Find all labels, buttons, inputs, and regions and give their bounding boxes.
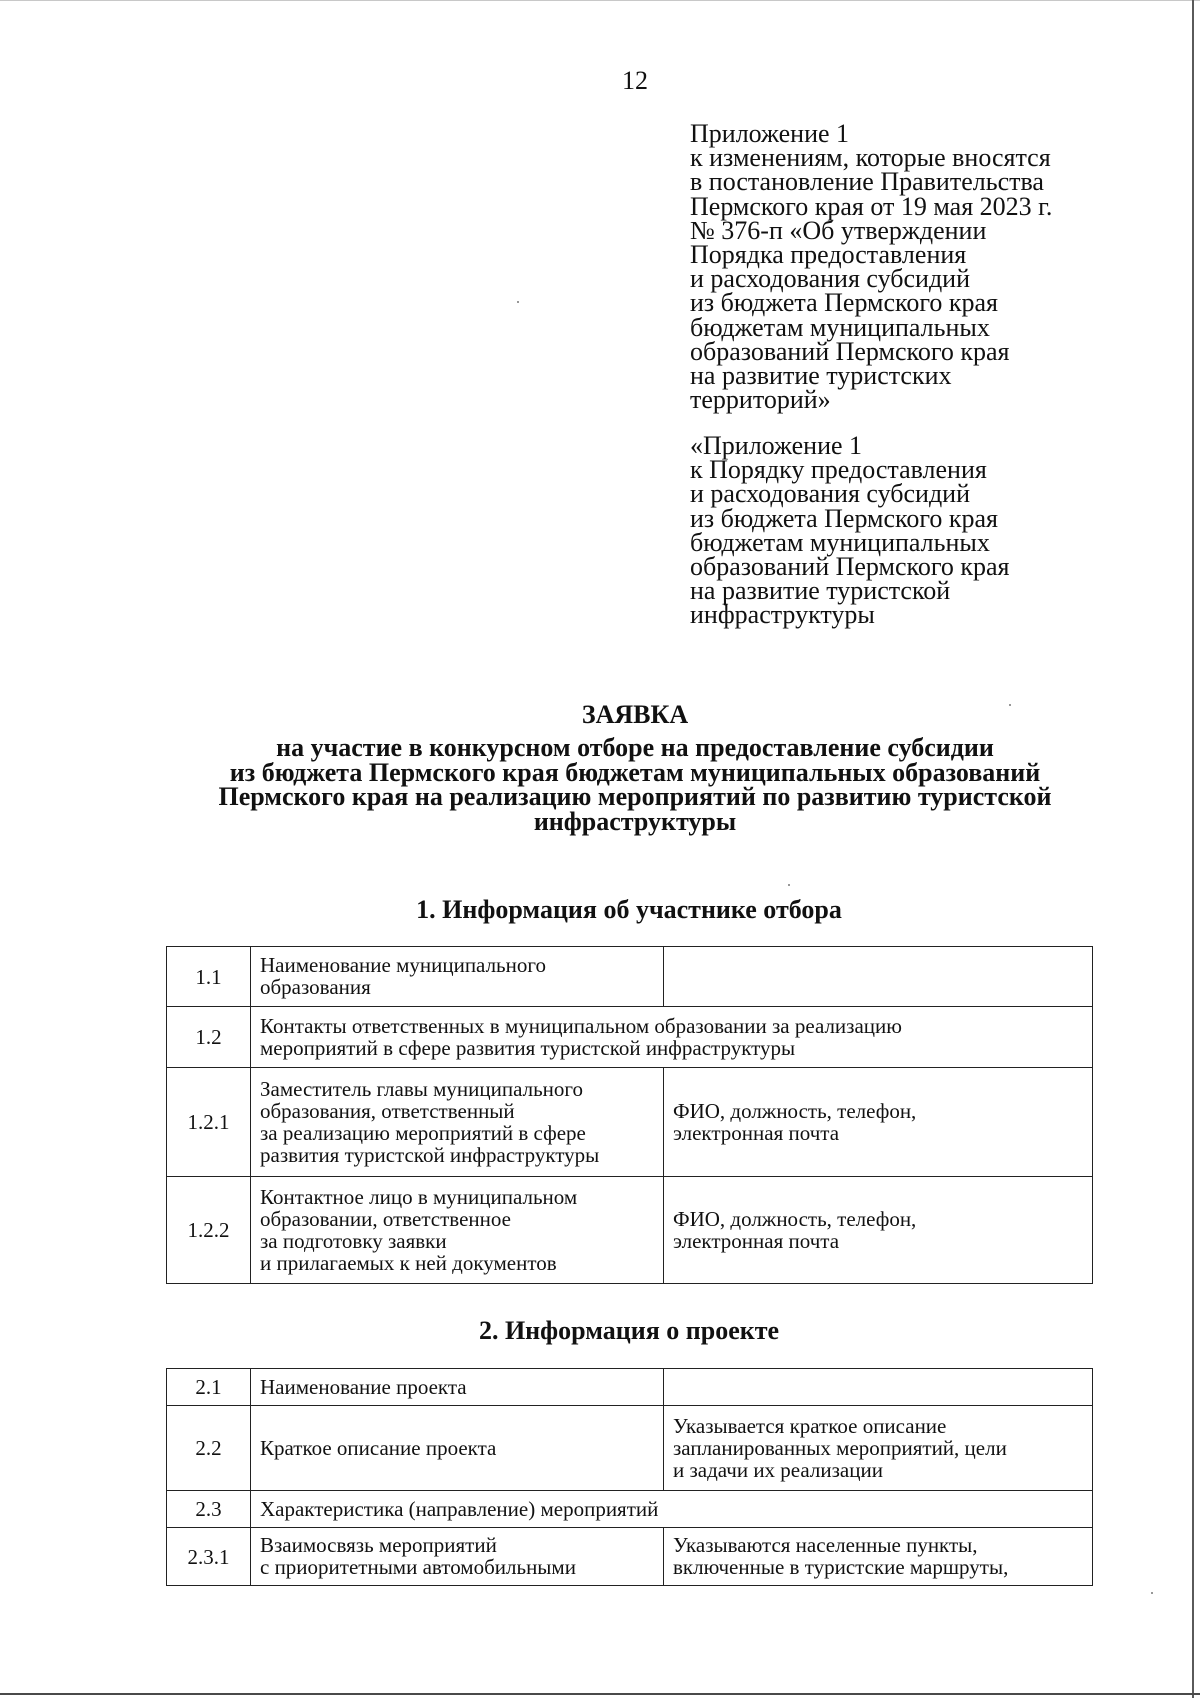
page-number: 12 xyxy=(622,66,648,95)
scan-speck xyxy=(788,884,790,886)
document-subtitle: на участие в конкурсном отборе на предоставление субсидии из бюджета Пермского края бюджетам муниципальных образований Пермского края на реализацию мероприятий по развитию туристской инфраструктуры xyxy=(218,733,1052,836)
participant-info-table xyxy=(166,946,1093,1284)
row-label: Взаимосвязь мероприятий с приоритетными автомобильными xyxy=(251,1528,664,1586)
scan-speck xyxy=(1151,1592,1153,1594)
scan-frame-top xyxy=(0,0,1200,1)
row-value xyxy=(664,947,1093,1007)
row-value: ФИО, должность, телефон, электронная почта xyxy=(664,1068,1093,1177)
row-label: Наименование проекта xyxy=(251,1369,664,1406)
document-title: ЗАЯВКА xyxy=(581,700,689,729)
row-label: Краткое описание проекта xyxy=(251,1406,664,1491)
table-row xyxy=(167,1491,1093,1528)
row-number: 1.2 xyxy=(167,1007,251,1068)
appendix-subheader: «Приложение 1 к Порядку предоставления и расходования субсидий из бюджета Пермского края бюджетам муниципальных образований Пермского края на развитие туристской инфраструктуры xyxy=(690,431,1010,630)
row-label: Наименование муниципального образования xyxy=(251,947,664,1007)
section-1-heading: 1. Информация об участнике отбора xyxy=(416,895,842,924)
scan-frame-bottom xyxy=(0,1693,1200,1695)
scan-frame-right xyxy=(1192,0,1194,1698)
table-row xyxy=(167,1528,1093,1586)
row-label: Заместитель главы муниципального образования, ответственный за реализацию мероприятий в сфере развития туристской инфраструктуры xyxy=(251,1068,664,1177)
row-value xyxy=(664,1369,1093,1406)
row-number: 2.3.1 xyxy=(167,1528,251,1586)
scan-speck xyxy=(1009,704,1011,706)
appendix-header: Приложение 1 к изменениям, которые вносятся в постановление Правительства Пермского края от 19 мая 2023 г. № 376-п «Об утверждении Порядка предоставления и расходования субсидий из бюджета Пермского края бюджетам муниципальных образований Пермского края на развитие туристских территорий» xyxy=(690,119,1053,415)
row-label: Контактное лицо в муниципальном образовании, ответственное за подготовку заявки и прилагаемых к ней документов xyxy=(251,1177,664,1284)
row-number: 2.1 xyxy=(167,1369,251,1406)
table-row xyxy=(167,947,1093,1007)
row-label: Контакты ответственных в муниципальном образовании за реализацию мероприятий в сфере развития туристской инфраструктуры xyxy=(251,1007,1093,1068)
scan-speck xyxy=(517,301,519,303)
table-row xyxy=(167,1369,1093,1406)
table-row xyxy=(167,1068,1093,1177)
row-number: 2.2 xyxy=(167,1406,251,1491)
row-label: Характеристика (направление) мероприятий xyxy=(251,1491,1093,1528)
row-value: ФИО, должность, телефон, электронная почта xyxy=(664,1177,1093,1284)
row-number: 2.3 xyxy=(167,1491,251,1528)
row-number: 1.2.1 xyxy=(167,1068,251,1177)
table-row xyxy=(167,1007,1093,1068)
section-2-heading: 2. Информация о проекте xyxy=(478,1316,780,1345)
table-row xyxy=(167,1406,1093,1491)
row-number: 1.2.2 xyxy=(167,1177,251,1284)
row-number: 1.1 xyxy=(167,947,251,1007)
row-value: Указывается краткое описание запланированных мероприятий, цели и задачи их реализации xyxy=(664,1406,1093,1491)
row-value: Указываются населенные пункты, включенные в туристские маршруты, xyxy=(664,1528,1093,1586)
project-info-table xyxy=(166,1368,1093,1586)
table-row xyxy=(167,1177,1093,1284)
